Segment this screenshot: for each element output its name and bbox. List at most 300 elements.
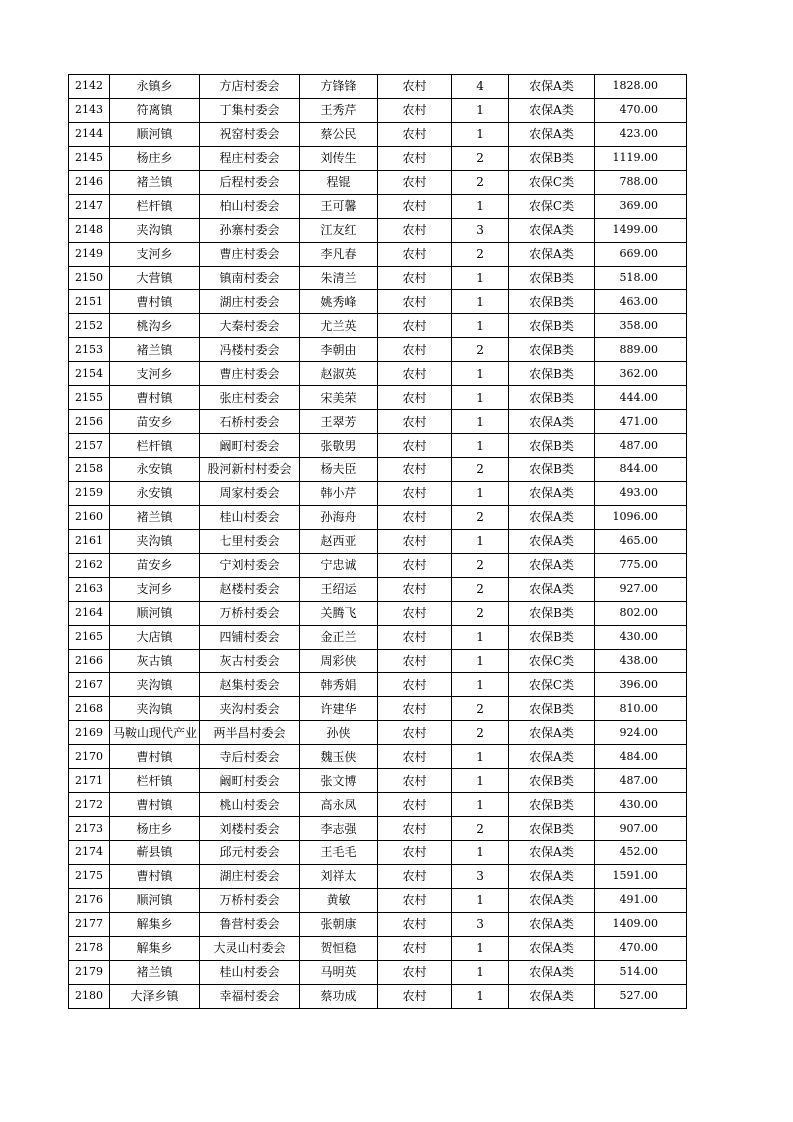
insurance-category-cell: 农保B类 — [509, 386, 595, 410]
amount-cell: 1119.00 — [595, 146, 687, 170]
township-cell: 苗安乡 — [110, 410, 200, 434]
area-type-cell: 农村 — [378, 960, 452, 984]
table-row — [69, 266, 687, 290]
name-cell: 赵西亚 — [300, 529, 378, 553]
village-committee-cell: 四铺村委会 — [200, 625, 300, 649]
row-number-cell: 2147 — [69, 194, 110, 218]
township-cell: 蕲县镇 — [110, 841, 200, 865]
table-row — [69, 984, 687, 1008]
area-type-cell: 农村 — [378, 697, 452, 721]
township-cell: 永镇乡 — [110, 75, 200, 99]
area-type-cell: 农村 — [378, 769, 452, 793]
amount-cell: 514.00 — [595, 960, 687, 984]
household-count-cell: 1 — [452, 625, 509, 649]
household-count-cell: 1 — [452, 841, 509, 865]
name-cell: 韩秀娟 — [300, 673, 378, 697]
row-number-cell: 2163 — [69, 577, 110, 601]
row-number-cell: 2151 — [69, 290, 110, 314]
insurance-category-cell: 农保B类 — [509, 817, 595, 841]
table-body — [69, 75, 687, 1009]
name-cell: 金正兰 — [300, 625, 378, 649]
township-cell: 解集乡 — [110, 912, 200, 936]
area-type-cell: 农村 — [378, 410, 452, 434]
amount-cell: 465.00 — [595, 529, 687, 553]
household-count-cell: 1 — [452, 960, 509, 984]
area-type-cell: 农村 — [378, 362, 452, 386]
township-cell: 解集乡 — [110, 936, 200, 960]
row-number-cell: 2165 — [69, 625, 110, 649]
row-number-cell: 2164 — [69, 601, 110, 625]
household-count-cell: 1 — [452, 984, 509, 1008]
township-cell: 曹村镇 — [110, 793, 200, 817]
village-committee-cell: 邱元村委会 — [200, 841, 300, 865]
area-type-cell: 农村 — [378, 481, 452, 505]
row-number-cell: 2152 — [69, 314, 110, 338]
table-row — [69, 505, 687, 529]
name-cell: 李凡春 — [300, 242, 378, 266]
area-type-cell: 农村 — [378, 888, 452, 912]
village-committee-cell: 冯楼村委会 — [200, 338, 300, 362]
household-count-cell: 2 — [452, 577, 509, 601]
row-number-cell: 2175 — [69, 864, 110, 888]
insurance-category-cell: 农保A类 — [509, 960, 595, 984]
amount-cell: 844.00 — [595, 458, 687, 482]
name-cell: 孙侠 — [300, 721, 378, 745]
insurance-category-cell: 农保A类 — [509, 505, 595, 529]
village-committee-cell: 宁刘村委会 — [200, 553, 300, 577]
amount-cell: 452.00 — [595, 841, 687, 865]
row-number-cell: 2166 — [69, 649, 110, 673]
household-count-cell: 2 — [452, 146, 509, 170]
village-committee-cell: 灰古村委会 — [200, 649, 300, 673]
village-committee-cell: 丁集村委会 — [200, 98, 300, 122]
table-row — [69, 864, 687, 888]
village-committee-cell: 阚町村委会 — [200, 434, 300, 458]
row-number-cell: 2169 — [69, 721, 110, 745]
household-count-cell: 2 — [452, 170, 509, 194]
name-cell: 贺恒稳 — [300, 936, 378, 960]
row-number-cell: 2157 — [69, 434, 110, 458]
area-type-cell: 农村 — [378, 817, 452, 841]
insurance-category-cell: 农保A类 — [509, 218, 595, 242]
table-row — [69, 122, 687, 146]
name-cell: 黄敏 — [300, 888, 378, 912]
row-number-cell: 2145 — [69, 146, 110, 170]
township-cell: 杨庄乡 — [110, 817, 200, 841]
village-committee-cell: 曹庄村委会 — [200, 242, 300, 266]
table-row — [69, 75, 687, 99]
village-committee-cell: 万桥村委会 — [200, 601, 300, 625]
village-committee-cell: 方店村委会 — [200, 75, 300, 99]
row-number-cell: 2148 — [69, 218, 110, 242]
table-row — [69, 721, 687, 745]
table-row — [69, 458, 687, 482]
area-type-cell: 农村 — [378, 98, 452, 122]
row-number-cell: 2162 — [69, 553, 110, 577]
household-count-cell: 2 — [452, 458, 509, 482]
village-committee-cell: 七里村委会 — [200, 529, 300, 553]
village-committee-cell: 桂山村委会 — [200, 960, 300, 984]
name-cell: 王毛毛 — [300, 841, 378, 865]
table-row — [69, 98, 687, 122]
household-count-cell: 1 — [452, 769, 509, 793]
amount-cell: 430.00 — [595, 793, 687, 817]
table-row — [69, 697, 687, 721]
village-committee-cell: 大灵山村委会 — [200, 936, 300, 960]
name-cell: 张敬男 — [300, 434, 378, 458]
row-number-cell: 2176 — [69, 888, 110, 912]
table-row — [69, 338, 687, 362]
household-count-cell: 2 — [452, 242, 509, 266]
insurance-category-cell: 农保A类 — [509, 98, 595, 122]
household-count-cell: 2 — [452, 817, 509, 841]
township-cell: 顺河镇 — [110, 888, 200, 912]
village-committee-cell: 曹庄村委会 — [200, 362, 300, 386]
township-cell: 符离镇 — [110, 98, 200, 122]
area-type-cell: 农村 — [378, 338, 452, 362]
household-count-cell: 1 — [452, 936, 509, 960]
village-committee-cell: 股河新村村委会 — [200, 458, 300, 482]
village-committee-cell: 夹沟村委会 — [200, 697, 300, 721]
name-cell: 蔡功成 — [300, 984, 378, 1008]
village-committee-cell: 两半昌村委会 — [200, 721, 300, 745]
township-cell: 夹沟镇 — [110, 697, 200, 721]
household-count-cell: 1 — [452, 122, 509, 146]
insurance-category-cell: 农保A类 — [509, 841, 595, 865]
township-cell: 永安镇 — [110, 481, 200, 505]
insurance-category-cell: 农保A类 — [509, 864, 595, 888]
area-type-cell: 农村 — [378, 434, 452, 458]
village-committee-cell: 赵楼村委会 — [200, 577, 300, 601]
table-row — [69, 841, 687, 865]
insurance-category-cell: 农保A类 — [509, 745, 595, 769]
area-type-cell: 农村 — [378, 984, 452, 1008]
amount-cell: 470.00 — [595, 98, 687, 122]
name-cell: 尤兰英 — [300, 314, 378, 338]
amount-cell: 788.00 — [595, 170, 687, 194]
amount-cell: 889.00 — [595, 338, 687, 362]
area-type-cell: 农村 — [378, 75, 452, 99]
township-cell: 夹沟镇 — [110, 218, 200, 242]
name-cell: 王绍运 — [300, 577, 378, 601]
name-cell: 江友红 — [300, 218, 378, 242]
table-row — [69, 817, 687, 841]
area-type-cell: 农村 — [378, 864, 452, 888]
table-row — [69, 170, 687, 194]
area-type-cell: 农村 — [378, 793, 452, 817]
name-cell: 周彩侠 — [300, 649, 378, 673]
township-cell: 永安镇 — [110, 458, 200, 482]
household-count-cell: 2 — [452, 505, 509, 529]
township-cell: 大泽乡镇 — [110, 984, 200, 1008]
township-cell: 顺河镇 — [110, 122, 200, 146]
row-number-cell: 2155 — [69, 386, 110, 410]
amount-cell: 669.00 — [595, 242, 687, 266]
insurance-category-cell: 农保B类 — [509, 769, 595, 793]
allowance-table — [68, 74, 687, 1009]
township-cell: 支河乡 — [110, 362, 200, 386]
household-count-cell: 1 — [452, 673, 509, 697]
row-number-cell: 2158 — [69, 458, 110, 482]
household-count-cell: 1 — [452, 362, 509, 386]
name-cell: 许建华 — [300, 697, 378, 721]
row-number-cell: 2170 — [69, 745, 110, 769]
row-number-cell: 2167 — [69, 673, 110, 697]
area-type-cell: 农村 — [378, 122, 452, 146]
amount-cell: 470.00 — [595, 936, 687, 960]
table-row — [69, 314, 687, 338]
table-row — [69, 553, 687, 577]
area-type-cell: 农村 — [378, 170, 452, 194]
name-cell: 王可馨 — [300, 194, 378, 218]
township-cell: 夹沟镇 — [110, 529, 200, 553]
household-count-cell: 1 — [452, 410, 509, 434]
village-committee-cell: 寺后村委会 — [200, 745, 300, 769]
village-committee-cell: 祝窑村委会 — [200, 122, 300, 146]
household-count-cell: 2 — [452, 601, 509, 625]
area-type-cell: 农村 — [378, 841, 452, 865]
amount-cell: 423.00 — [595, 122, 687, 146]
township-cell: 支河乡 — [110, 242, 200, 266]
area-type-cell: 农村 — [378, 218, 452, 242]
township-cell: 褚兰镇 — [110, 505, 200, 529]
table-row — [69, 218, 687, 242]
township-cell: 曹村镇 — [110, 290, 200, 314]
row-number-cell: 2178 — [69, 936, 110, 960]
row-number-cell: 2161 — [69, 529, 110, 553]
township-cell: 支河乡 — [110, 577, 200, 601]
area-type-cell: 农村 — [378, 529, 452, 553]
insurance-category-cell: 农保A类 — [509, 984, 595, 1008]
amount-cell: 527.00 — [595, 984, 687, 1008]
amount-cell: 491.00 — [595, 888, 687, 912]
insurance-category-cell: 农保A类 — [509, 888, 595, 912]
row-number-cell: 2179 — [69, 960, 110, 984]
name-cell: 程锟 — [300, 170, 378, 194]
area-type-cell: 农村 — [378, 505, 452, 529]
amount-cell: 463.00 — [595, 290, 687, 314]
amount-cell: 369.00 — [595, 194, 687, 218]
table-row — [69, 577, 687, 601]
row-number-cell: 2159 — [69, 481, 110, 505]
amount-cell: 518.00 — [595, 266, 687, 290]
village-committee-cell: 大秦村委会 — [200, 314, 300, 338]
amount-cell: 444.00 — [595, 386, 687, 410]
village-committee-cell: 后程村委会 — [200, 170, 300, 194]
area-type-cell: 农村 — [378, 386, 452, 410]
township-cell: 顺河镇 — [110, 601, 200, 625]
insurance-category-cell: 农保A类 — [509, 481, 595, 505]
village-committee-cell: 柏山村委会 — [200, 194, 300, 218]
area-type-cell: 农村 — [378, 649, 452, 673]
name-cell: 孙海舟 — [300, 505, 378, 529]
row-number-cell: 2172 — [69, 793, 110, 817]
village-committee-cell: 刘楼村委会 — [200, 817, 300, 841]
name-cell: 魏玉侠 — [300, 745, 378, 769]
insurance-category-cell: 农保B类 — [509, 625, 595, 649]
name-cell: 刘祥太 — [300, 864, 378, 888]
name-cell: 关腾飞 — [300, 601, 378, 625]
village-committee-cell: 桂山村委会 — [200, 505, 300, 529]
table-row — [69, 242, 687, 266]
area-type-cell: 农村 — [378, 745, 452, 769]
name-cell: 王秀芹 — [300, 98, 378, 122]
household-count-cell: 1 — [452, 386, 509, 410]
township-cell: 褚兰镇 — [110, 960, 200, 984]
insurance-category-cell: 农保A类 — [509, 410, 595, 434]
township-cell: 杨庄乡 — [110, 146, 200, 170]
amount-cell: 810.00 — [595, 697, 687, 721]
amount-cell: 927.00 — [595, 577, 687, 601]
amount-cell: 493.00 — [595, 481, 687, 505]
name-cell: 张文博 — [300, 769, 378, 793]
village-committee-cell: 万桥村委会 — [200, 888, 300, 912]
township-cell: 桃沟乡 — [110, 314, 200, 338]
household-count-cell: 1 — [452, 793, 509, 817]
village-committee-cell: 周家村委会 — [200, 481, 300, 505]
area-type-cell: 农村 — [378, 266, 452, 290]
table-row — [69, 529, 687, 553]
area-type-cell: 农村 — [378, 194, 452, 218]
township-cell: 曹村镇 — [110, 864, 200, 888]
name-cell: 刘传生 — [300, 146, 378, 170]
area-type-cell: 农村 — [378, 673, 452, 697]
insurance-category-cell: 农保B类 — [509, 434, 595, 458]
name-cell: 马明英 — [300, 960, 378, 984]
table-row — [69, 745, 687, 769]
village-committee-cell: 石桥村委会 — [200, 410, 300, 434]
township-cell: 褚兰镇 — [110, 170, 200, 194]
amount-cell: 1828.00 — [595, 75, 687, 99]
amount-cell: 430.00 — [595, 625, 687, 649]
name-cell: 王翠芳 — [300, 410, 378, 434]
village-committee-cell: 孙寨村委会 — [200, 218, 300, 242]
name-cell: 韩小芹 — [300, 481, 378, 505]
table-row — [69, 673, 687, 697]
area-type-cell: 农村 — [378, 577, 452, 601]
village-committee-cell: 鲁营村委会 — [200, 912, 300, 936]
name-cell: 方锋锋 — [300, 75, 378, 99]
township-cell: 夹沟镇 — [110, 673, 200, 697]
insurance-category-cell: 农保B类 — [509, 458, 595, 482]
row-number-cell: 2144 — [69, 122, 110, 146]
row-number-cell: 2149 — [69, 242, 110, 266]
household-count-cell: 2 — [452, 338, 509, 362]
amount-cell: 1591.00 — [595, 864, 687, 888]
name-cell: 李朝由 — [300, 338, 378, 362]
insurance-category-cell: 农保C类 — [509, 170, 595, 194]
row-number-cell: 2146 — [69, 170, 110, 194]
township-cell: 栏杆镇 — [110, 434, 200, 458]
table-row — [69, 434, 687, 458]
amount-cell: 1409.00 — [595, 912, 687, 936]
area-type-cell: 农村 — [378, 625, 452, 649]
village-committee-cell: 赵集村委会 — [200, 673, 300, 697]
village-committee-cell: 桃山村委会 — [200, 793, 300, 817]
amount-cell: 802.00 — [595, 601, 687, 625]
table-row — [69, 769, 687, 793]
table-row — [69, 410, 687, 434]
name-cell: 姚秀峰 — [300, 290, 378, 314]
row-number-cell: 2150 — [69, 266, 110, 290]
area-type-cell: 农村 — [378, 458, 452, 482]
name-cell: 宁忠诚 — [300, 553, 378, 577]
area-type-cell: 农村 — [378, 146, 452, 170]
household-count-cell: 1 — [452, 888, 509, 912]
area-type-cell: 农村 — [378, 553, 452, 577]
area-type-cell: 农村 — [378, 721, 452, 745]
village-committee-cell: 阚町村委会 — [200, 769, 300, 793]
row-number-cell: 2171 — [69, 769, 110, 793]
name-cell: 宋美荣 — [300, 386, 378, 410]
area-type-cell: 农村 — [378, 912, 452, 936]
name-cell: 赵淑英 — [300, 362, 378, 386]
insurance-category-cell: 农保C类 — [509, 194, 595, 218]
area-type-cell: 农村 — [378, 290, 452, 314]
area-type-cell: 农村 — [378, 242, 452, 266]
row-number-cell: 2180 — [69, 984, 110, 1008]
table-row — [69, 625, 687, 649]
table-row — [69, 290, 687, 314]
table-row — [69, 936, 687, 960]
area-type-cell: 农村 — [378, 936, 452, 960]
table-row — [69, 912, 687, 936]
village-committee-cell: 幸福村委会 — [200, 984, 300, 1008]
insurance-category-cell: 农保B类 — [509, 601, 595, 625]
amount-cell: 362.00 — [595, 362, 687, 386]
household-count-cell: 1 — [452, 649, 509, 673]
village-committee-cell: 镇南村委会 — [200, 266, 300, 290]
township-cell: 大店镇 — [110, 625, 200, 649]
amount-cell: 487.00 — [595, 769, 687, 793]
amount-cell: 438.00 — [595, 649, 687, 673]
table-row — [69, 194, 687, 218]
household-count-cell: 1 — [452, 266, 509, 290]
insurance-category-cell: 农保B类 — [509, 290, 595, 314]
household-count-cell: 1 — [452, 98, 509, 122]
household-count-cell: 1 — [452, 314, 509, 338]
village-committee-cell: 湖庄村委会 — [200, 864, 300, 888]
township-cell: 马鞍山现代产业 — [110, 721, 200, 745]
name-cell: 杨夫臣 — [300, 458, 378, 482]
household-count-cell: 1 — [452, 194, 509, 218]
household-count-cell: 1 — [452, 290, 509, 314]
area-type-cell: 农村 — [378, 601, 452, 625]
table-row — [69, 146, 687, 170]
insurance-category-cell: 农保A类 — [509, 912, 595, 936]
insurance-category-cell: 农保A类 — [509, 936, 595, 960]
table-row — [69, 362, 687, 386]
table-row — [69, 793, 687, 817]
amount-cell: 924.00 — [595, 721, 687, 745]
household-count-cell: 4 — [452, 75, 509, 99]
row-number-cell: 2174 — [69, 841, 110, 865]
name-cell: 蔡公民 — [300, 122, 378, 146]
insurance-category-cell: 农保B类 — [509, 338, 595, 362]
township-cell: 曹村镇 — [110, 745, 200, 769]
household-count-cell: 3 — [452, 864, 509, 888]
amount-cell: 484.00 — [595, 745, 687, 769]
household-count-cell: 3 — [452, 912, 509, 936]
amount-cell: 907.00 — [595, 817, 687, 841]
insurance-category-cell: 农保A类 — [509, 529, 595, 553]
insurance-category-cell: 农保B类 — [509, 793, 595, 817]
insurance-category-cell: 农保A类 — [509, 242, 595, 266]
insurance-category-cell: 农保C类 — [509, 649, 595, 673]
insurance-category-cell: 农保A类 — [509, 122, 595, 146]
table-row — [69, 649, 687, 673]
row-number-cell: 2177 — [69, 912, 110, 936]
